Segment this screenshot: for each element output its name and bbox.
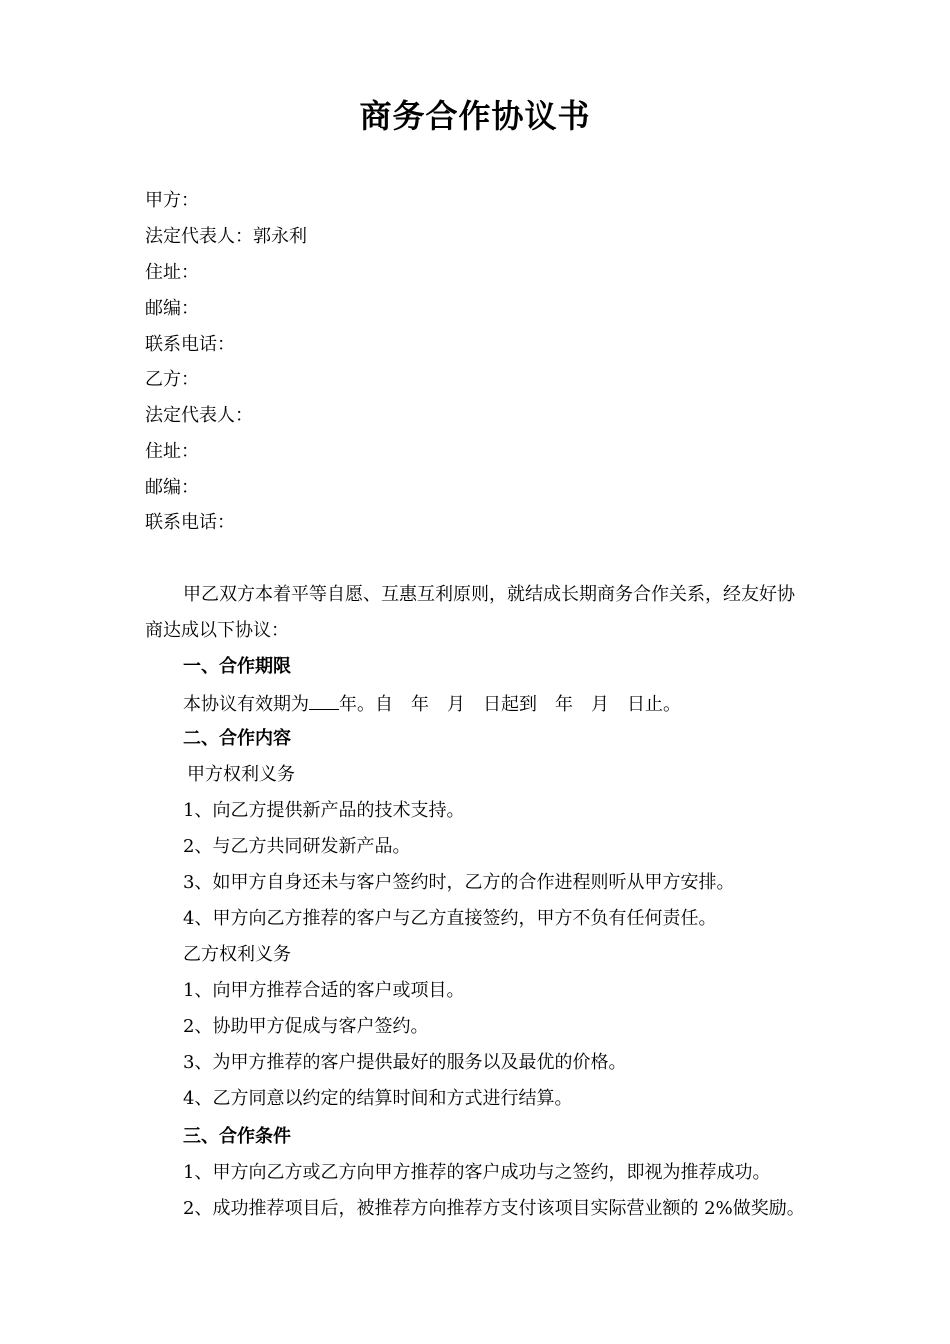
section-1-heading: 一、合作期限 [183, 656, 291, 677]
condition-2: 2、成功推荐项目后，被推荐方向推荐方支付该项目实际营业额的 2%做奖励。 [183, 1198, 805, 1219]
party-a-postcode: 邮编： [145, 298, 199, 319]
party-a-duty-1: 1、向乙方提供新产品的技术支持。 [183, 800, 465, 821]
party-b-phone: 联系电话： [145, 512, 235, 533]
party-b-postcode: 邮编： [145, 477, 199, 498]
intro-line-1: 甲乙双方本着平等自愿、互惠互利原则，就结成长期商务合作关系，经友好协 [183, 584, 795, 605]
term-y1: 年 [411, 694, 429, 715]
party-b-duties-title: 乙方权利义务 [183, 944, 291, 965]
party-a-duties-title: 甲方权利义务 [187, 764, 295, 785]
party-a-duty-4: 4、甲方向乙方推荐的客户与乙方直接签约，甲方不负有任何责任。 [183, 908, 717, 929]
party-a-phone: 联系电话： [145, 334, 235, 355]
term-years-blank [309, 691, 339, 710]
party-b-address: 住址： [145, 441, 199, 462]
party-a-duty-3: 3、如甲方自身还未与客户签约时，乙方的合作进程则听从甲方安排。 [183, 872, 735, 893]
term-m1: 月 [447, 694, 465, 715]
party-b-duty-1: 1、向甲方推荐合适的客户或项目。 [183, 980, 465, 1001]
party-a-label: 甲方： [145, 190, 199, 211]
party-b-duty-2: 2、协助甲方促成与客户签约。 [183, 1016, 429, 1037]
term-y2: 年 [555, 694, 573, 715]
party-a-representative: 法定代表人：郭永利 [145, 226, 307, 247]
intro-line-2: 商达成以下协议： [145, 620, 289, 641]
term-year-from: 年。自 [339, 694, 393, 715]
term-m2: 月 [591, 694, 609, 715]
party-b-label: 乙方： [145, 369, 199, 390]
document-title: 商务合作协议书 [359, 97, 591, 135]
section-2-heading: 二、合作内容 [183, 728, 291, 749]
party-b-duty-3: 3、为甲方推荐的客户提供最好的服务以及最优的价格。 [183, 1052, 627, 1073]
party-b-duty-4: 4、乙方同意以约定的结算时间和方式进行结算。 [183, 1088, 573, 1109]
party-a-address: 住址： [145, 262, 199, 283]
section-3-heading: 三、合作条件 [183, 1126, 291, 1147]
condition-1: 1、甲方向乙方或乙方向甲方推荐的客户成功与之签约，即视为推荐成功。 [183, 1162, 771, 1183]
term-prefix: 本协议有效期为 [183, 694, 309, 715]
party-b-representative: 法定代表人： [145, 405, 253, 426]
term-d1: 日起到 [483, 694, 537, 715]
section-1-term-line [183, 691, 681, 717]
term-d2: 日止。 [627, 694, 681, 715]
party-a-duty-2: 2、与乙方共同研发新产品。 [183, 836, 411, 857]
